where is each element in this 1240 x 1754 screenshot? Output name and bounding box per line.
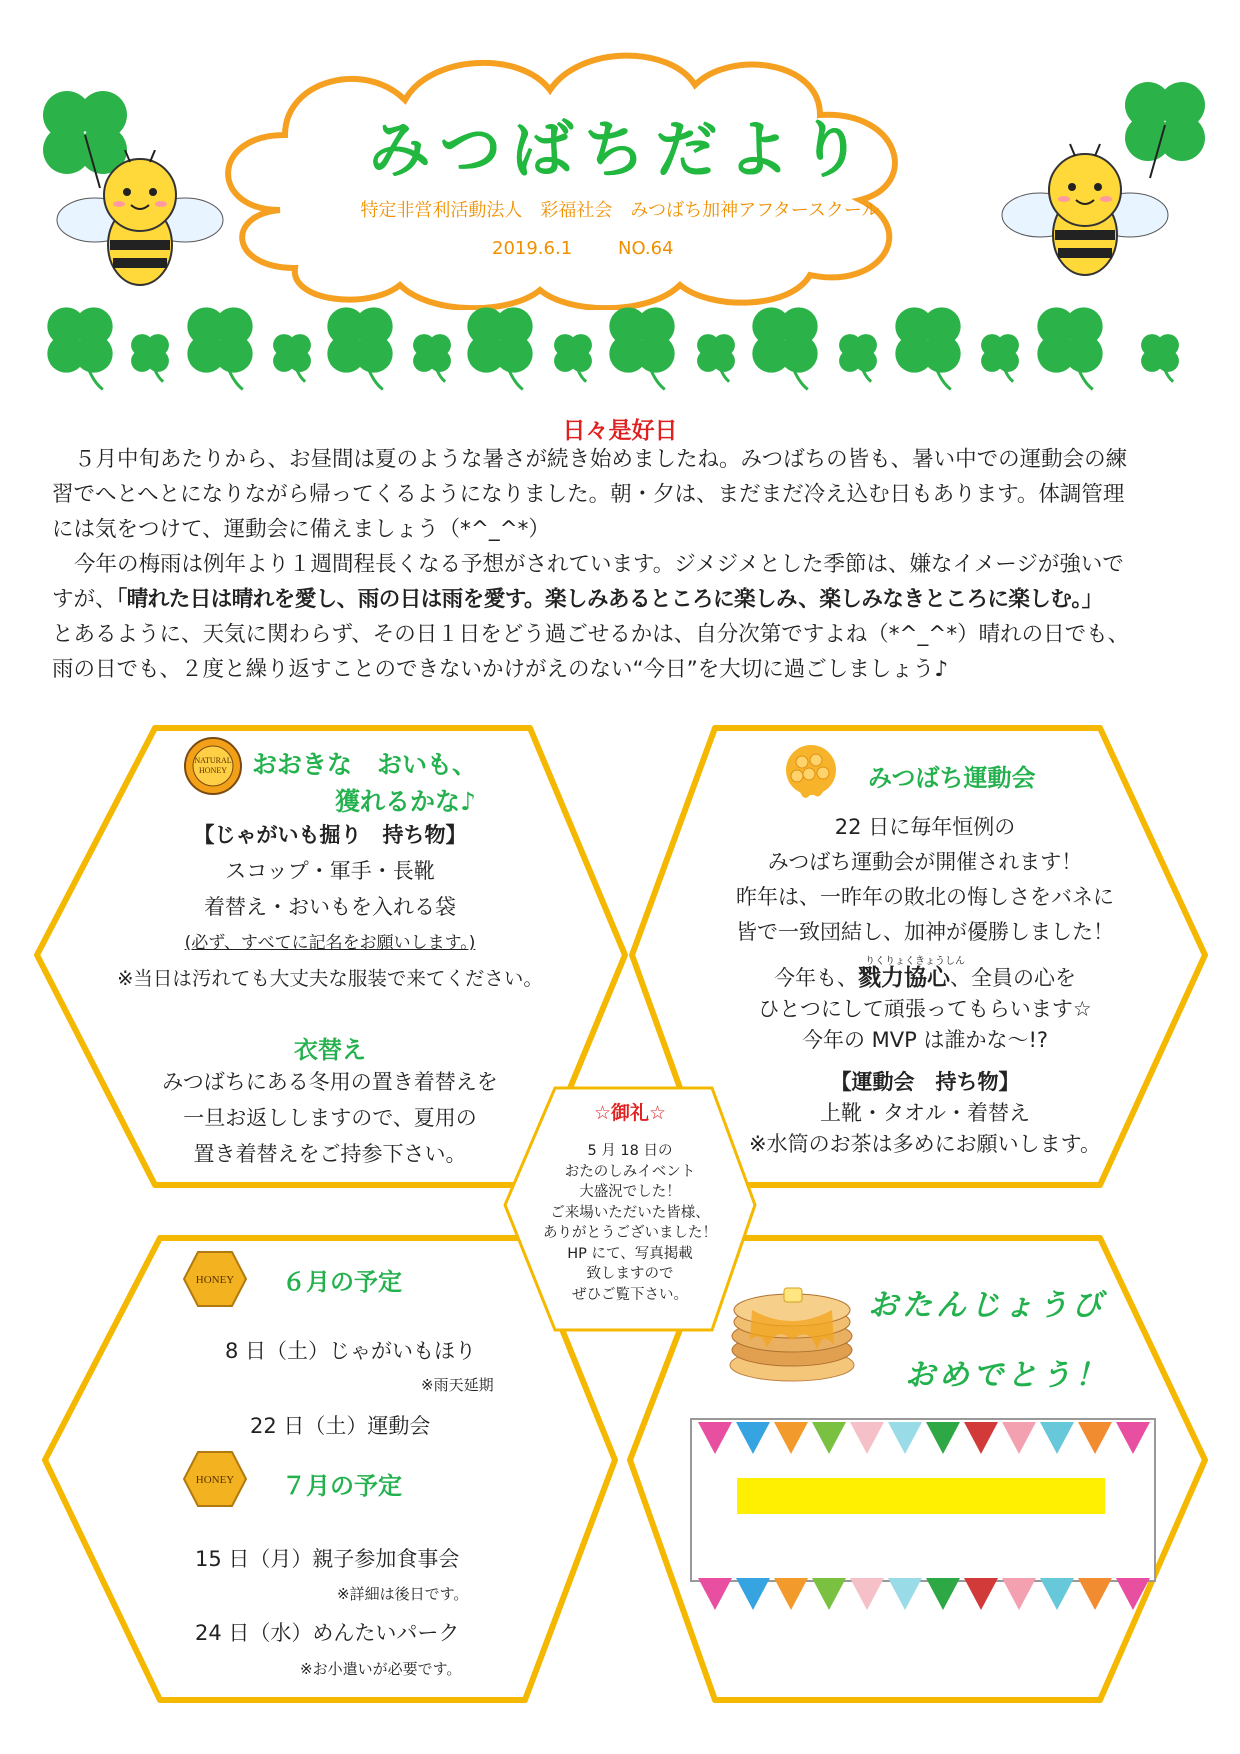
july-event-1: 15 日（月）親子参加食事会 [195, 1547, 460, 1571]
thanks-content [510, 1098, 750, 1305]
june-event-1-note: ※雨天延期 [421, 1376, 494, 1394]
bunting-top [690, 1418, 1154, 1458]
bunting-flag [698, 1578, 732, 1610]
bunting-flag [888, 1578, 922, 1610]
bunting-flag [926, 1578, 960, 1610]
thanks-line: 大盛況でした！ [579, 1184, 681, 1200]
sports-line: ひとつにして頑張ってもらいます☆ [758, 997, 1092, 1021]
bunting-flag [1040, 1422, 1074, 1454]
bunting-flag [1078, 1578, 1112, 1610]
page-title: みつばちだより [368, 113, 872, 186]
issue-date: 2019.6.1 [492, 238, 573, 259]
issue-number: NO.64 [618, 238, 674, 259]
bunting-flag [850, 1422, 884, 1454]
sports-content [665, 810, 1185, 950]
bunting-flag [1078, 1422, 1112, 1454]
intro-quote: 「晴れた日は晴れを愛し、雨の日は雨を愛す。楽しみあるところに楽しみ、楽しみなきところに楽しむ。」 [116, 587, 1103, 612]
intro-line: 習でへとへとになりながら帰ってくるようになりました。朝・夕は、まだまだ冷え込む日もあります。体調管理 [52, 482, 1125, 507]
potato-title-1: おおきな おいも、 [252, 750, 478, 779]
sports-ruby: りくりょくきょうしん [865, 956, 965, 967]
intro-line: には気をつけて、運動会に備えましょう（*^_^*） [52, 517, 550, 542]
sports-line: 皆で一致団結し、加神が優勝しました！ [736, 920, 1114, 944]
bunting-flag [888, 1422, 922, 1454]
badge-text: HONEY [195, 1474, 235, 1486]
thanks-title: ☆御礼☆ [593, 1102, 667, 1124]
sports-items: 上靴・タオル・着替え [820, 1101, 1030, 1125]
sports-line: 今年の MVP は誰かな〜!? [801, 1028, 1049, 1052]
thanks-line: ありがとうございました！ [543, 1225, 717, 1241]
bunting-flag [964, 1422, 998, 1454]
june-title: ６月の予定 [282, 1268, 402, 1296]
july-event-1-note: ※詳細は後日です。 [337, 1585, 469, 1603]
potato-note: (必ず、すべてに記名をお願いします。) [184, 933, 476, 953]
bunting-flag [926, 1422, 960, 1454]
intro-heading: 日々是好日 [562, 418, 678, 444]
sports-title: みつばち運動会 [868, 764, 1036, 792]
sports-line: みつばち運動会が開催されます！ [767, 850, 1083, 874]
bunting-flag [1040, 1578, 1074, 1610]
pancake-icon [722, 1270, 862, 1390]
bunting-flag [698, 1422, 732, 1454]
potato-title-2: 獲れるかな♪ [335, 787, 476, 816]
potato-items-heading: 【じゃがいも掘り 持ち物】 [193, 823, 467, 847]
bunting-flag [1116, 1422, 1150, 1454]
bunting-flag [812, 1578, 846, 1610]
honeycomb-icon [780, 742, 842, 804]
organization-name: 特定非営利活動法人 彩福社会 みつばち加神アフタースクール [360, 200, 880, 221]
bunting-flag [812, 1422, 846, 1454]
bunting-flag [850, 1578, 884, 1610]
sports-line: 昨年は、一昨年の敗北の悔しさをバネに [736, 885, 1114, 909]
sports-line: 22 日に毎年恒例の [834, 815, 1016, 839]
badge-text: NATURAL [194, 756, 232, 765]
july-event-2-note: ※お小遣いが必要です。 [300, 1660, 462, 1678]
potato-item: スコップ・軍手・長靴 [225, 859, 435, 883]
sports-items-heading: 【運動会 持ち物】 [830, 1070, 1020, 1094]
thanks-line: ぜひご覧下さい。 [572, 1286, 688, 1303]
change-content [80, 1064, 580, 1172]
change-title: 衣替え [294, 1036, 366, 1064]
intro-line: 雨の日でも、２度と繰り返すことのできないかけがえのない“今日”を大切に過ごしましょう♪ [52, 657, 949, 682]
intro-line: とあるように、天気に関わらず、その日１日をどう過ごせるかは、自分次第ですよね（*^_^*）晴れの日でも、 [52, 622, 1130, 647]
june-event-1: 8 日（土）じゃがいもほり [225, 1339, 477, 1363]
bunting-flag [774, 1578, 808, 1610]
sports-note: ※水筒のお茶は多めにお願いします。 [749, 1132, 1101, 1156]
badge-text: HONEY [195, 1274, 235, 1286]
bunting-flag [1002, 1578, 1036, 1610]
bunting-flag [964, 1578, 998, 1610]
bunting-flag [736, 1578, 770, 1610]
july-event-2: 24 日（水）めんたいパーク [195, 1621, 460, 1645]
bunting-flag [1116, 1578, 1150, 1610]
bunting-bottom [690, 1576, 1154, 1616]
sports-text-span: 、全員の心を [950, 966, 1076, 990]
thanks-line: 致しますので [586, 1266, 674, 1282]
bunting-flag [1002, 1422, 1036, 1454]
thanks-line: ご来場いただいた皆様、 [550, 1204, 710, 1221]
intro-line: 今年の梅雨は例年より１週間程長くなる予想がされています。ジメジメとした季節は、嫌なイメージが強いで [74, 552, 1124, 577]
honey-jar-icon [182, 1250, 248, 1308]
sports-keyword: 戮力協心 [858, 965, 950, 991]
potato-item: 着替え・おいもを入れる袋 [204, 895, 456, 919]
badge-text: HONEY [199, 766, 227, 775]
thanks-line: おたのしみイベント [564, 1163, 696, 1180]
sports-line [665, 963, 1185, 994]
potato-warning: ※当日は汚れても大丈夫な服装で来てください。 [117, 967, 543, 990]
intro-text-span: すが、 [52, 587, 117, 612]
change-line: 一旦お返ししますので、夏用の [183, 1106, 477, 1130]
potato-content [80, 817, 580, 997]
bunting-flag [736, 1422, 770, 1454]
birthday-line-2: おめでとう！ [905, 1358, 1109, 1393]
july-title: ７月の予定 [282, 1472, 402, 1500]
june-event-2: 22 日（土）運動会 [250, 1414, 431, 1438]
sports-text-span: 今年も、 [774, 966, 858, 990]
birthday-name-placeholder [737, 1478, 1105, 1514]
honey-badge-icon [183, 736, 243, 796]
birthday-line-1: おたんじょうび [868, 1288, 1106, 1323]
honey-jar-icon [182, 1450, 248, 1508]
thanks-line: 5 月 18 日の [587, 1143, 673, 1159]
thanks-line: HP にて、写真掲載 [567, 1245, 693, 1262]
bunting-flag [774, 1422, 808, 1454]
change-line: 置き着替えをご持参下さい。 [193, 1142, 467, 1166]
change-line: みつばちにある冬用の置き着替えを [162, 1070, 498, 1094]
intro-line: ５月中旬あたりから、お昼間は夏のような暑さが続き始めましたね。みつばちの皆も、暑い中での運動会の練 [74, 447, 1128, 472]
